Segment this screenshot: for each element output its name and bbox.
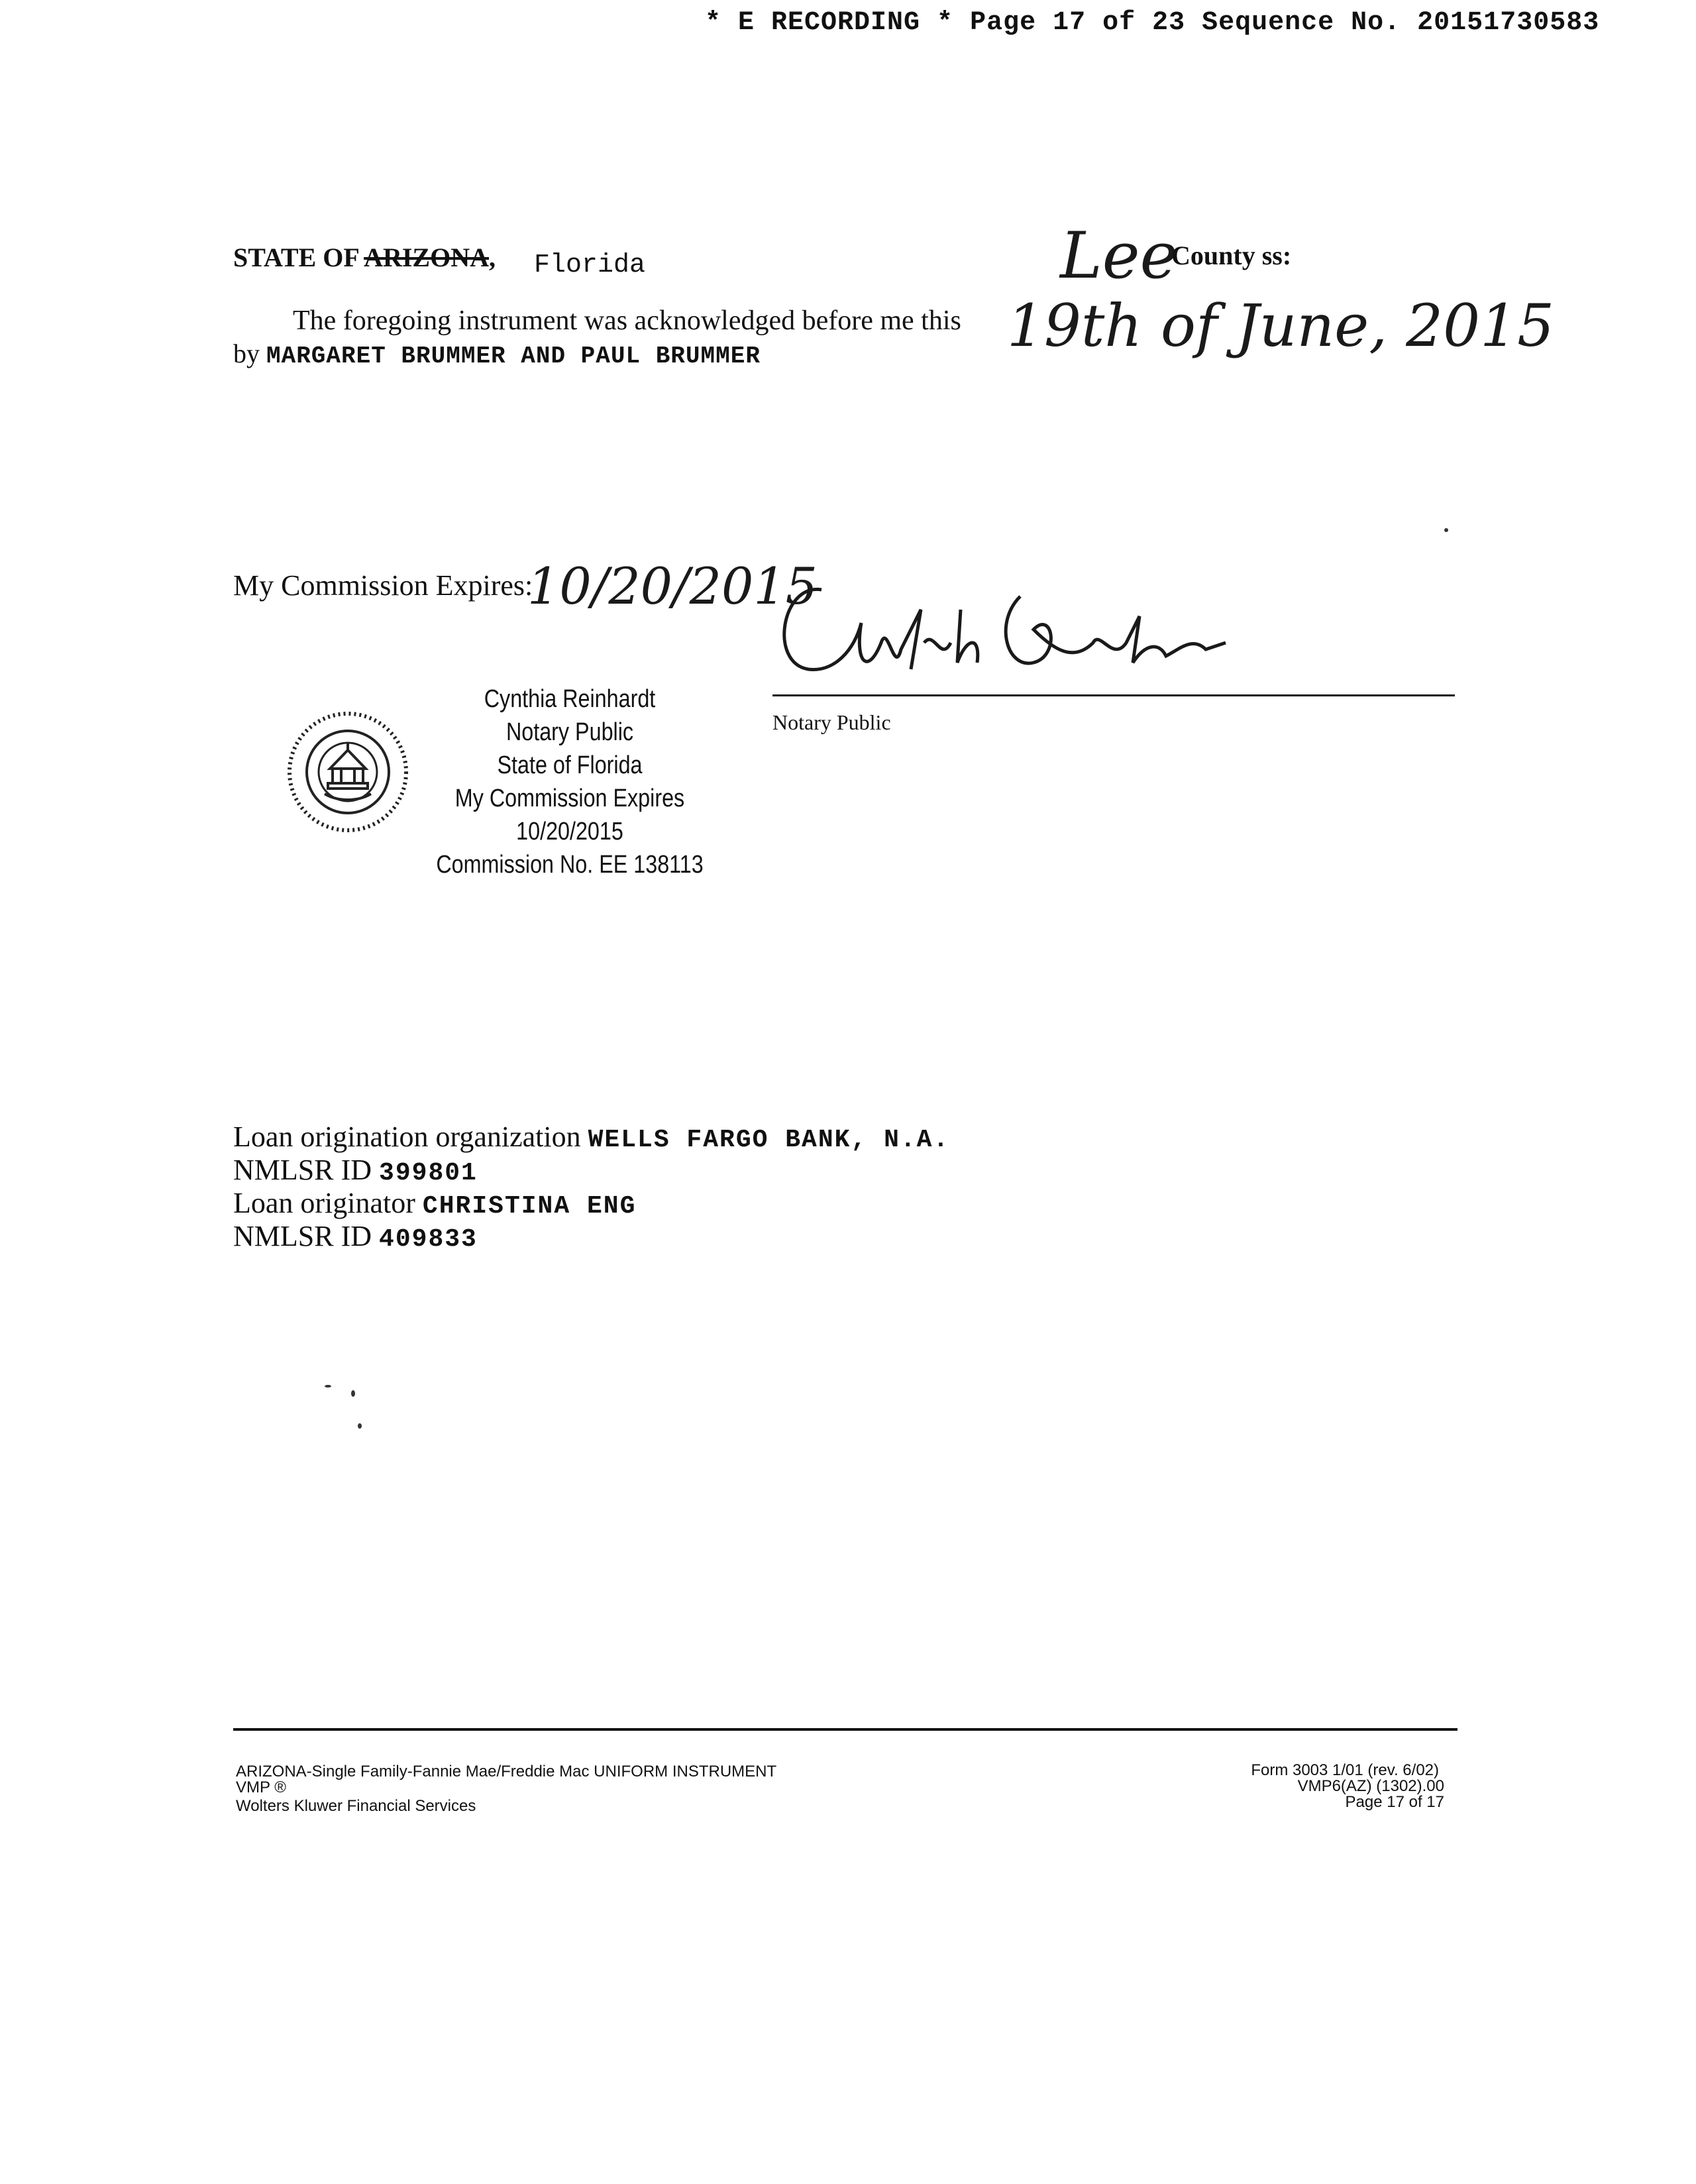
footer-right-line-1: Form 3003 1/01 (rev. 6/02) <box>1251 1761 1439 1779</box>
state-suffix: , <box>489 243 496 272</box>
signer-names: MARGARET BRUMMER AND PAUL BRUMMER <box>266 343 761 370</box>
loan-org-line <box>233 1120 949 1154</box>
state-handwritten: Florida <box>534 250 646 280</box>
footer-right-line-3: Page 17 of 17 <box>1345 1793 1444 1811</box>
footer-right-line-2: VMP6(AZ) (1302).00 <box>1297 1777 1444 1795</box>
nmlsr-line-1 <box>233 1153 478 1187</box>
nmlsr-value-2: 409833 <box>379 1225 478 1254</box>
loan-originator-line <box>233 1186 636 1221</box>
by-label: by <box>233 339 260 368</box>
state-struck: ARIZONA <box>364 243 489 272</box>
footer-left-line-1: ARIZONA-Single Family-Fannie Mae/Freddie Mac UNIFORM INSTRUMENT <box>236 1763 777 1780</box>
state-line <box>233 242 496 273</box>
stamp-line-title: Notary Public <box>505 718 634 746</box>
stamp-line-number: Commission No. EE 138113 <box>436 851 704 879</box>
recording-header: * E RECORDING * Page 17 of 23 Sequence No. 20151730583 <box>705 8 1600 38</box>
nmlsr-value-1: 399801 <box>379 1159 478 1187</box>
nmlsr-label-1: NMLSR ID <box>233 1154 372 1186</box>
acknowledged-by-line <box>233 338 761 370</box>
nmlsr-line-2 <box>233 1219 478 1254</box>
county-handwritten: Lee <box>1060 219 1178 293</box>
scan-speck <box>358 1423 362 1429</box>
stamp-line-state: State of Florida <box>497 751 643 779</box>
loan-originator-value: CHRISTINA ENG <box>422 1192 637 1221</box>
scan-speck <box>325 1385 331 1388</box>
loan-org-label: Loan origination organization <box>233 1120 581 1153</box>
nmlsr-label-2: NMLSR ID <box>233 1220 372 1252</box>
county-label: County ss: <box>1171 241 1292 270</box>
signature-line <box>772 694 1455 696</box>
loan-originator-label: Loan originator <box>233 1187 415 1219</box>
footer-rule <box>233 1728 1458 1731</box>
acknowledgment-line: The foregoing instrument was acknowledged before me this <box>293 305 961 336</box>
scan-speck <box>351 1390 355 1397</box>
footer-left-line-3: Wolters Kluwer Financial Services <box>236 1797 476 1815</box>
stamp-line-expires: My Commission Expires 10/20/2015 <box>454 785 685 846</box>
footer-left-line-2: VMP ® <box>236 1778 286 1796</box>
notary-signature <box>768 570 1232 696</box>
notary-stamp-text <box>423 682 716 881</box>
date-handwritten: 19th of June, 2015 <box>1007 292 1555 360</box>
commission-date-handwritten: 10/20/2015 <box>527 557 818 616</box>
notary-public-label: Notary Public <box>772 710 891 734</box>
notary-seal-icon <box>285 709 411 835</box>
loan-org-value: WELLS FARGO BANK, N.A. <box>588 1126 950 1154</box>
state-prefix: STATE OF <box>233 243 364 272</box>
scan-speck <box>1444 528 1448 532</box>
stamp-line-name: Cynthia Reinhardt <box>484 685 656 713</box>
commission-label: My Commission Expires: <box>233 569 533 602</box>
